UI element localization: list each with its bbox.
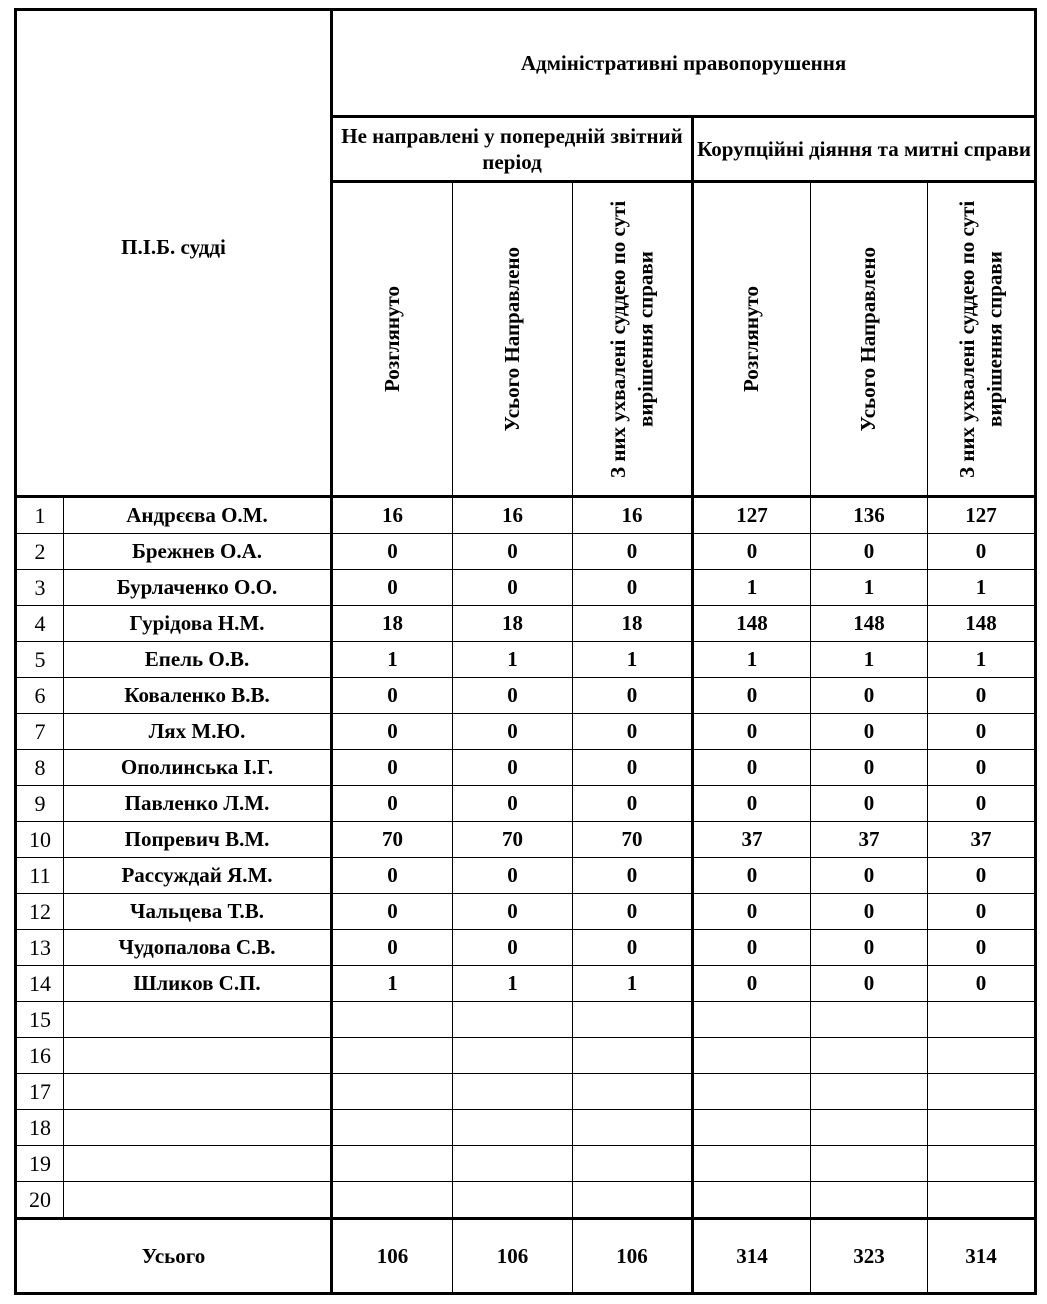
value-cell (811, 1146, 928, 1182)
row-number: 15 (16, 1002, 64, 1038)
value-cell: 1 (693, 570, 811, 606)
judge-name: Попревич В.М. (64, 822, 332, 858)
column-header-cell (811, 182, 928, 497)
table-row (16, 534, 1036, 570)
value-cell (332, 1074, 453, 1110)
value-cell: 148 (693, 606, 811, 642)
value-cell (573, 1038, 693, 1074)
value-cell (811, 1038, 928, 1074)
value-cell (453, 1038, 573, 1074)
value-cell: 18 (573, 606, 693, 642)
table-row (16, 822, 1036, 858)
value-cell: 0 (332, 570, 453, 606)
value-cell: 0 (693, 786, 811, 822)
row-number: 18 (16, 1110, 64, 1146)
value-cell: 0 (573, 858, 693, 894)
table-row (16, 570, 1036, 606)
row-number: 11 (16, 858, 64, 894)
value-cell (693, 1002, 811, 1038)
value-cell: 0 (573, 930, 693, 966)
value-cell: 127 (928, 497, 1036, 534)
value-cell: 0 (453, 930, 573, 966)
judges-report-table (14, 8, 1037, 1295)
value-cell (928, 1110, 1036, 1146)
value-cell: 0 (573, 894, 693, 930)
value-cell: 0 (811, 858, 928, 894)
value-cell (453, 1110, 573, 1146)
value-cell: 0 (928, 858, 1036, 894)
value-cell: 0 (693, 930, 811, 966)
value-cell: 0 (332, 894, 453, 930)
value-cell: 127 (693, 497, 811, 534)
judge-name: Лях М.Ю. (64, 714, 332, 750)
value-cell: 0 (693, 858, 811, 894)
row-number: 2 (16, 534, 64, 570)
value-cell: 0 (332, 750, 453, 786)
value-cell (811, 1074, 928, 1110)
column-header: З них ухвалені суддею по суті вирішення справи (605, 200, 658, 478)
judge-name: Брежнев О.А. (64, 534, 332, 570)
table-row (16, 606, 1036, 642)
value-cell (332, 1146, 453, 1182)
row-number: 13 (16, 930, 64, 966)
value-cell: 0 (332, 786, 453, 822)
judge-name (64, 1146, 332, 1182)
value-cell: 37 (928, 822, 1036, 858)
column-header-cell (453, 182, 573, 497)
row-number: 4 (16, 606, 64, 642)
total-value-cell: 323 (811, 1219, 928, 1294)
judge-name: Гурідова Н.М. (64, 606, 332, 642)
row-number: 8 (16, 750, 64, 786)
table-row (16, 1038, 1036, 1074)
value-cell: 0 (453, 750, 573, 786)
value-cell (928, 1002, 1036, 1038)
table-row (16, 894, 1036, 930)
table-row (16, 930, 1036, 966)
value-cell (573, 1110, 693, 1146)
row-number: 9 (16, 786, 64, 822)
table-row (16, 750, 1036, 786)
total-value-cell: 314 (928, 1219, 1036, 1294)
judge-name: Рассуждай Я.М. (64, 858, 332, 894)
value-cell: 0 (693, 534, 811, 570)
row-number: 12 (16, 894, 64, 930)
table-row (16, 1182, 1036, 1219)
judge-name: Бурлаченко О.О. (64, 570, 332, 606)
value-cell (573, 1074, 693, 1110)
value-cell: 0 (453, 534, 573, 570)
value-cell: 0 (693, 750, 811, 786)
row-number: 3 (16, 570, 64, 606)
value-cell: 0 (811, 678, 928, 714)
subgroup-header-not-sent: Не направлені у попередній звітний період (332, 117, 693, 182)
value-cell: 0 (811, 714, 928, 750)
value-cell (811, 1110, 928, 1146)
table-row (16, 1002, 1036, 1038)
value-cell: 136 (811, 497, 928, 534)
judge-name (64, 1002, 332, 1038)
value-cell: 16 (573, 497, 693, 534)
value-cell: 0 (811, 930, 928, 966)
value-cell: 0 (928, 534, 1036, 570)
judge-name: Шликов С.П. (64, 966, 332, 1002)
table-row (16, 1074, 1036, 1110)
value-cell: 0 (693, 966, 811, 1002)
value-cell: 0 (453, 678, 573, 714)
value-cell (453, 1182, 573, 1219)
value-cell: 0 (573, 678, 693, 714)
value-cell: 37 (811, 822, 928, 858)
value-cell: 0 (573, 570, 693, 606)
value-cell: 0 (811, 786, 928, 822)
value-cell: 0 (811, 750, 928, 786)
judge-name-header: П.І.Б. судді (121, 234, 226, 259)
value-cell: 0 (453, 858, 573, 894)
table-row (16, 497, 1036, 534)
column-header: Розглянуто (379, 286, 404, 392)
value-cell (453, 1074, 573, 1110)
value-cell: 0 (693, 714, 811, 750)
value-cell: 1 (453, 642, 573, 678)
value-cell: 1 (332, 966, 453, 1002)
value-cell: 0 (332, 714, 453, 750)
row-number: 6 (16, 678, 64, 714)
column-header: З них ухвалені суддею по суті вирішення справи (954, 200, 1007, 478)
value-cell: 0 (928, 714, 1036, 750)
value-cell (573, 1146, 693, 1182)
value-cell: 1 (928, 570, 1036, 606)
judge-name (64, 1182, 332, 1219)
value-cell: 70 (573, 822, 693, 858)
column-header: Усього Направлено (856, 246, 881, 432)
row-number: 19 (16, 1146, 64, 1182)
judge-name: Ополинська І.Г. (64, 750, 332, 786)
value-cell: 0 (453, 786, 573, 822)
judge-name: Андрєєва О.М. (64, 497, 332, 534)
row-number: 16 (16, 1038, 64, 1074)
value-cell: 1 (811, 642, 928, 678)
value-cell (332, 1110, 453, 1146)
value-cell: 0 (453, 570, 573, 606)
judge-name-header-cell (16, 10, 332, 497)
row-number: 5 (16, 642, 64, 678)
judge-name (64, 1074, 332, 1110)
value-cell: 148 (928, 606, 1036, 642)
value-cell: 0 (928, 786, 1036, 822)
value-cell (573, 1182, 693, 1219)
table-row (16, 642, 1036, 678)
value-cell: 0 (453, 714, 573, 750)
judge-name: Коваленко В.В. (64, 678, 332, 714)
value-cell: 0 (928, 930, 1036, 966)
value-cell: 1 (453, 966, 573, 1002)
value-cell: 18 (332, 606, 453, 642)
row-number: 17 (16, 1074, 64, 1110)
value-cell (928, 1146, 1036, 1182)
value-cell: 0 (453, 894, 573, 930)
judge-name: Чудопалова С.В. (64, 930, 332, 966)
column-header: Усього Направлено (499, 246, 524, 432)
table-row (16, 1146, 1036, 1182)
row-number: 14 (16, 966, 64, 1002)
value-cell (811, 1002, 928, 1038)
value-cell: 0 (811, 966, 928, 1002)
group-header: Адміністративні правопорушення (332, 10, 1036, 117)
total-value-cell: 106 (573, 1219, 693, 1294)
total-value-cell: 106 (453, 1219, 573, 1294)
value-cell: 18 (453, 606, 573, 642)
value-cell (693, 1182, 811, 1219)
value-cell (332, 1038, 453, 1074)
value-cell: 0 (573, 786, 693, 822)
table-row (16, 678, 1036, 714)
value-cell: 0 (693, 894, 811, 930)
value-cell: 0 (693, 678, 811, 714)
value-cell: 0 (928, 678, 1036, 714)
judge-name (64, 1038, 332, 1074)
value-cell: 70 (332, 822, 453, 858)
table-row (16, 858, 1036, 894)
value-cell: 0 (928, 966, 1036, 1002)
value-cell: 16 (453, 497, 573, 534)
value-cell (928, 1038, 1036, 1074)
value-cell (928, 1182, 1036, 1219)
value-cell (928, 1074, 1036, 1110)
value-cell: 0 (332, 858, 453, 894)
value-cell: 0 (811, 534, 928, 570)
judge-name: Павленко Л.М. (64, 786, 332, 822)
column-header-cell (573, 182, 693, 497)
value-cell (332, 1182, 453, 1219)
value-cell: 1 (573, 642, 693, 678)
value-cell: 0 (332, 534, 453, 570)
column-header-cell (928, 182, 1036, 497)
table-row (16, 714, 1036, 750)
judge-name (64, 1110, 332, 1146)
total-row (16, 1219, 1036, 1294)
total-value-cell: 314 (693, 1219, 811, 1294)
table-row (16, 1110, 1036, 1146)
row-number: 20 (16, 1182, 64, 1219)
value-cell (693, 1038, 811, 1074)
value-cell (693, 1146, 811, 1182)
row-number: 10 (16, 822, 64, 858)
value-cell: 1 (332, 642, 453, 678)
value-cell (811, 1182, 928, 1219)
value-cell (693, 1074, 811, 1110)
column-header-cell (693, 182, 811, 497)
judge-name: Чальцева Т.В. (64, 894, 332, 930)
value-cell: 1 (693, 642, 811, 678)
value-cell: 1 (928, 642, 1036, 678)
value-cell: 0 (332, 930, 453, 966)
row-number: 7 (16, 714, 64, 750)
value-cell: 1 (573, 966, 693, 1002)
value-cell: 148 (811, 606, 928, 642)
value-cell: 70 (453, 822, 573, 858)
column-header-cell (332, 182, 453, 497)
value-cell (693, 1110, 811, 1146)
judge-name: Епель О.В. (64, 642, 332, 678)
column-header: Розглянуто (739, 286, 764, 392)
value-cell: 0 (573, 534, 693, 570)
value-cell (453, 1002, 573, 1038)
value-cell: 16 (332, 497, 453, 534)
total-label: Усього (16, 1219, 332, 1294)
row-number: 1 (16, 497, 64, 534)
value-cell: 0 (811, 894, 928, 930)
value-cell: 0 (573, 714, 693, 750)
table-row (16, 786, 1036, 822)
value-cell: 0 (573, 750, 693, 786)
value-cell: 0 (928, 750, 1036, 786)
table-row (16, 966, 1036, 1002)
value-cell (573, 1002, 693, 1038)
value-cell (332, 1002, 453, 1038)
total-value-cell: 106 (332, 1219, 453, 1294)
value-cell: 1 (811, 570, 928, 606)
value-cell: 0 (332, 678, 453, 714)
value-cell: 37 (693, 822, 811, 858)
subgroup-header-corruption: Корупційні діяння та митні справи (693, 117, 1036, 182)
value-cell: 0 (928, 894, 1036, 930)
value-cell (453, 1146, 573, 1182)
